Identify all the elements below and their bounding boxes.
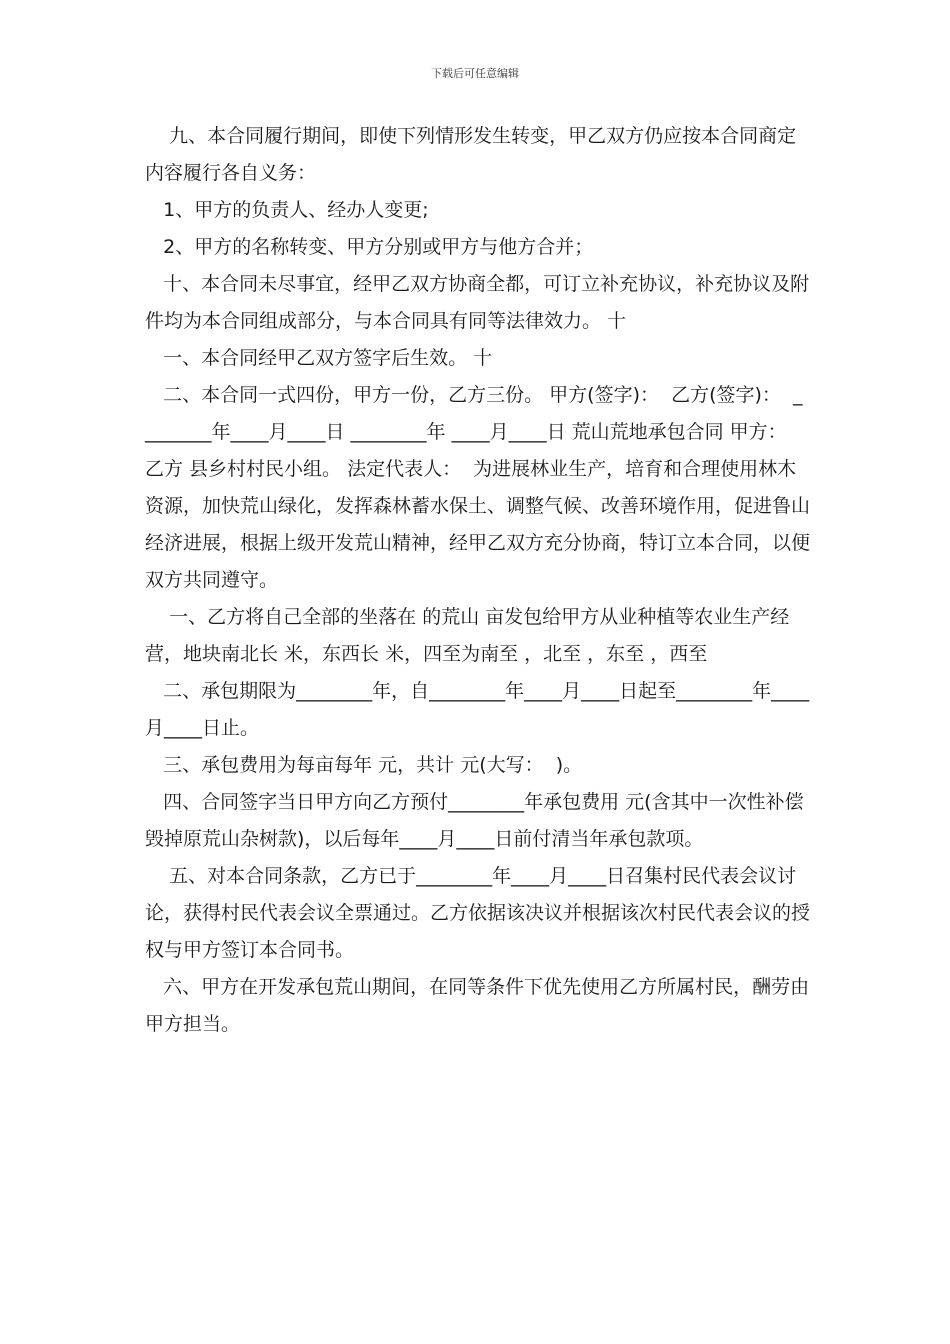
paragraph-11: 一、本合同经甲乙双方签字后生效。 十 xyxy=(145,347,493,369)
page-header: 下载后可任意编辑 xyxy=(431,67,519,80)
paragraph-9-item-1: 1、甲方的负责人、经办人变更; xyxy=(145,199,429,221)
paragraph-9: 九、本合同履行期间，即使下列情形发生转变，甲乙双方仍应按本合同商定内容履行各自义务： xyxy=(145,125,797,184)
clause-1: 一、乙方将自己全部的坐落在 的荒山 亩发包给甲方从业种植等农业生产经营，地块南北长 米，东西长 米，四至为南至 ，北至 ，东至 ，西至 xyxy=(145,606,790,665)
paragraph-10: 十、本合同未尽事宜，经甲乙双方协商全都，可订立补充协议，补充协议及附件均为本合同组成部分，与本合同具有同等法律效力。 十 xyxy=(145,273,810,332)
clause-3: 三、承包费用为每亩每年 元，共计 元(大写： )。 xyxy=(145,754,583,776)
document-body xyxy=(145,118,810,1043)
paragraph-9-item-2: 2、甲方的名称转变、甲方分别或甲方与他方合并； xyxy=(145,236,594,258)
clause-5: 五、对本合同条款，乙方已于________年____月____日召集村民代表会议讨论，获得村民代表会议全票通过。乙方依据该决议并根据该次村民代表会议的授权与甲方签订本合同书。 xyxy=(145,865,811,961)
clause-6: 六、甲方在开发承包荒山期间，在同等条件下优先使用乙方所属村民，酬劳由甲方担当。 xyxy=(145,976,810,1035)
clause-4: 四、合同签字当日甲方向乙方预付________年承包费用 元(含其中一次性补偿毁掉原荒山杂树款)，以后每年____月____日前付清当年承包款项。 xyxy=(145,791,804,850)
paragraph-12: 二、本合同一式四份，甲方一份，乙方三份。 甲方(签字)： 乙方(签字)： ________年____月____日 ________年 ____月____日 荒山荒地承包合同 甲方： 乙方 县乡村村民小组。 法定代表人： 为进展林业生产，培育和合理使用林木资源，加快荒山绿化，发挥森林蓄水保土、调整气候、改善环境作用，促进鲁山经济进展，根据上级开发荒山精神，经甲乙双方充分协商，特订立本合同，以便双方共同遵守。 xyxy=(145,384,811,591)
clause-2: 二、承包期限为________年，自________年____月____日起至________年____月____日止。 xyxy=(145,680,810,739)
